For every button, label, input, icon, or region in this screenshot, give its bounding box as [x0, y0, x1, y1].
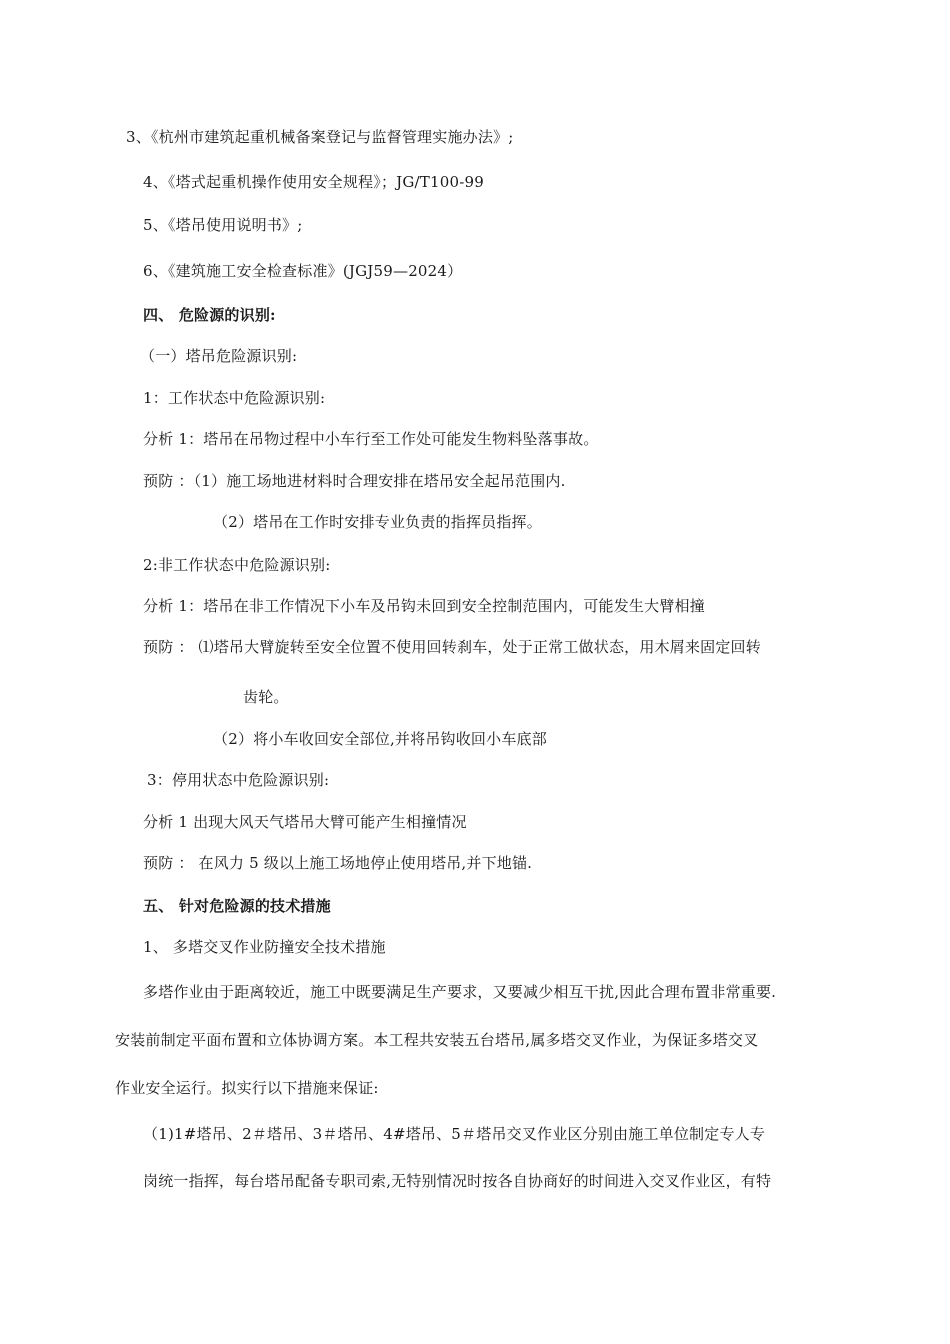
stopped-state-analysis: 分析 1 出现大风天气塔吊大臂可能产生相撞情况 [143, 813, 467, 831]
paragraph-line-2: 安装前制定平面布置和立体协调方案。本工程共安装五台塔吊,属多塔交叉作业，为保证多塔交叉 [115, 1031, 759, 1049]
stopped-state-prevention: 预防 ： 在风力 5 级以上施工场地停止使用塔吊,并下地锚. [143, 854, 533, 872]
reference-item-6: 6、《建筑施工安全检查标准》(JGJ59—2024） [143, 262, 463, 280]
reference-item-3: 3、《杭州市建筑起重机械备案登记与监督管理实施办法》; [126, 128, 514, 146]
measure-1-line-1: （1)1#塔吊、2＃塔吊、3＃塔吊、4#塔吊、5＃塔吊交叉作业区分别由施工单位制定专人专 [143, 1125, 766, 1143]
paragraph-line-1: 多塔作业由于距离较近，施工中既要满足生产要求，又要减少相互干扰,因此合理布置非常重要. [143, 983, 777, 1001]
working-state-title: 1：工作状态中危险源识别: [143, 389, 326, 407]
subsection-tower-crane-hazards: （一）塔吊危险源识别: [140, 347, 298, 365]
section-5-heading: 五、 针对危险源的技术措施 [143, 897, 331, 915]
non-working-state-prevention-1a: 预防 ： ⑴塔吊大臂旋转至安全位置不使用回转刹车，处于正常工做状态，用木屑来固定回转 [143, 638, 761, 656]
paragraph-line-3: 作业安全运行。拟实行以下措施来保证: [115, 1079, 379, 1097]
working-state-analysis: 分析 1：塔吊在吊物过程中小车行至工作处可能发生物料坠落事故。 [143, 430, 599, 448]
working-state-prevention-1: 预防 ：（1）施工场地进材料时合理安排在塔吊安全起吊范围内. [143, 472, 566, 490]
reference-item-4: 4、《塔式起重机操作使用安全规程》；JG/T100-99 [143, 173, 484, 191]
section-4-heading: 四、 危险源的识别: [143, 306, 276, 324]
non-working-state-title: 2:非工作状态中危险源识别: [143, 556, 331, 574]
measure-1-line-2: 岗统一指挥，每台塔吊配备专职司索,无特别情况时按各自协商好的时间进入交叉作业区，有特 [143, 1172, 772, 1190]
working-state-prevention-2: （2）塔吊在工作时安排专业负责的指挥员指挥。 [213, 513, 542, 531]
stopped-state-title: 3：停用状态中危险源识别: [147, 771, 330, 789]
non-working-state-analysis: 分析 1：塔吊在非工作情况下小车及吊钩未回到安全控制范围内，可能发生大臂相撞 [143, 597, 705, 615]
reference-item-5: 5、《塔吊使用说明书》; [143, 216, 303, 234]
section-5-item-1-title: 1、 多塔交叉作业防撞安全技术措施 [143, 938, 386, 956]
non-working-state-prevention-1b: 齿轮。 [243, 688, 289, 706]
non-working-state-prevention-2: （2）将小车收回安全部位,并将吊钩收回小车底部 [213, 730, 547, 748]
